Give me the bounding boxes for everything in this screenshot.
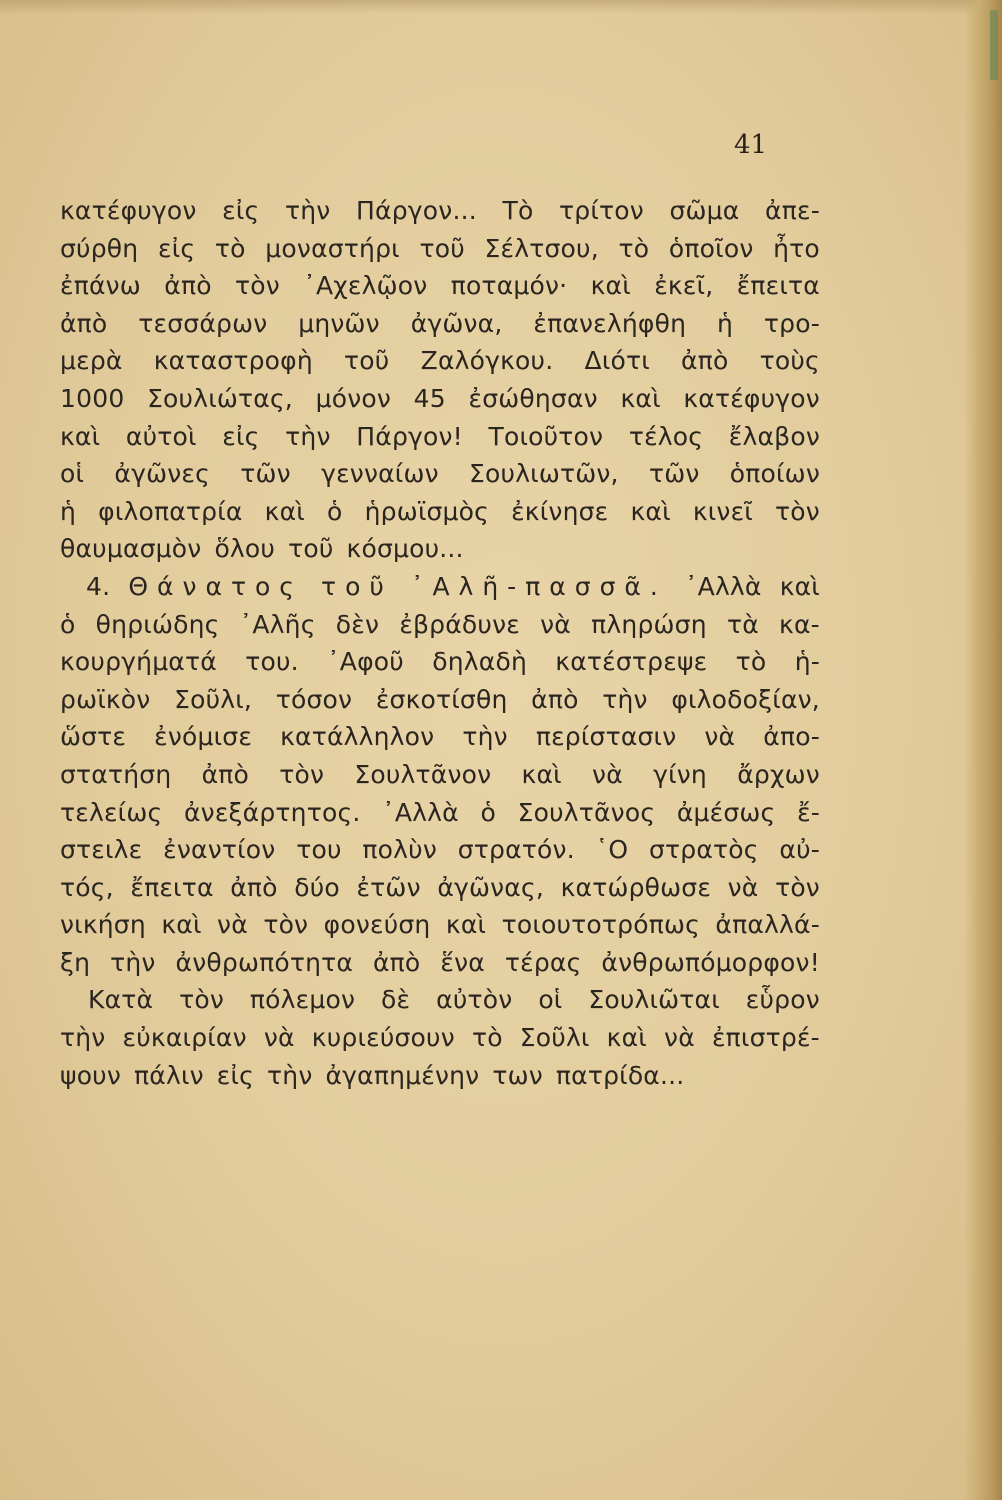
word: ἄρχων [737, 759, 820, 789]
word: εἰς [157, 233, 196, 263]
word: τρο- [763, 308, 820, 338]
word: ἐκίνησε [511, 496, 609, 526]
word: στρατὸς [648, 835, 759, 865]
word: ἐκεῖ, [654, 271, 714, 301]
word: ἀπο- [763, 722, 820, 752]
word: Σουλτᾶνον [354, 759, 492, 789]
word: ποταμόν· [450, 271, 568, 301]
word: πατρίδα... [555, 1060, 685, 1090]
word: ὁ [480, 797, 496, 827]
word: 45 [413, 383, 446, 413]
word: τέρας [504, 947, 582, 977]
word: Ζαλόγκου. [420, 346, 554, 376]
word: κατέφυγον [60, 196, 197, 225]
word: ὅλου [214, 534, 276, 564]
word: κυριεύσουν [311, 1023, 455, 1053]
word: τὸ [735, 647, 767, 677]
word: τός, [60, 872, 114, 902]
text-line [60, 718, 820, 756]
word: ἀπὸ [60, 308, 108, 338]
word: πληρώση [591, 609, 707, 639]
word: σύρθη [60, 233, 139, 263]
word: ἔ- [797, 797, 820, 827]
word: τῶν [648, 459, 700, 489]
word: πόλεμον [249, 985, 356, 1015]
word: ἀπὸ [531, 684, 579, 714]
page-number: 41 [734, 130, 768, 160]
word: τεσσάρων [138, 308, 268, 338]
word: ῾Ο [595, 835, 629, 865]
word: τοῦ [419, 233, 465, 263]
word: Τοιοῦτον [488, 421, 604, 451]
word: καὶ [264, 496, 305, 526]
word: ἐτῶν [356, 872, 421, 902]
word: τὴν [462, 722, 508, 752]
text-line [60, 380, 820, 418]
word: μηνῶν [298, 308, 380, 338]
text-line [60, 418, 820, 456]
word: νὰ [263, 1023, 295, 1053]
word: οἱ [60, 459, 85, 489]
word: ψουν [60, 1060, 122, 1090]
word: ἔλαβον [728, 421, 820, 451]
word: πάλιν [134, 1060, 204, 1090]
word: αὐτοὶ [125, 421, 197, 451]
word: αὐ- [779, 835, 820, 865]
word: των [492, 1060, 543, 1090]
word: τὸν [279, 759, 325, 789]
word: κατέστρεψε [555, 647, 708, 677]
text-line [60, 230, 820, 268]
word: νικήση [60, 910, 146, 940]
text-line [60, 305, 820, 343]
word: ἐνόμισε [154, 722, 253, 752]
word: τοὺς [759, 346, 820, 376]
word: τὸ [471, 1023, 503, 1053]
word: Τὸ [502, 196, 534, 225]
word: γίνη [653, 759, 707, 789]
text-line [60, 493, 820, 531]
word: ἀπὸ [164, 271, 212, 301]
word: ὥστε [60, 722, 127, 752]
word: κατέφυγον [683, 383, 820, 413]
word: ἡ [60, 496, 77, 526]
word: Πάργον... [356, 196, 477, 225]
word: καὶ [521, 759, 562, 789]
word: ἐπάνω [60, 271, 141, 301]
word: Σουλιῶται [588, 985, 720, 1015]
word: τὸν [179, 985, 225, 1015]
word: ᾿Αφοῦ [327, 647, 404, 677]
word: θαυμασμὸν [60, 534, 202, 564]
word: κουργήματά [60, 647, 217, 677]
text-line [60, 944, 820, 982]
word: εἰς [222, 196, 260, 225]
word: τὴν [285, 421, 331, 451]
word: κα- [779, 609, 820, 639]
word: ἀνεξάρτητος. [183, 797, 361, 827]
text-line [60, 455, 820, 493]
word: ἡ [717, 308, 734, 338]
word: Σοῦλι [519, 1023, 590, 1053]
binding-strip [990, 10, 998, 80]
word: ὁ [327, 496, 343, 526]
word: ἀγαπημένην [325, 1060, 480, 1090]
word: νὰ [664, 1023, 695, 1053]
word: τὴν [267, 1060, 313, 1090]
word: δὲ [381, 985, 411, 1015]
word: τὴν [110, 947, 156, 977]
word: ᾿Αλῆ-πασσᾶ. [410, 571, 667, 601]
word: του. [245, 647, 299, 677]
body-text [60, 192, 820, 1094]
word: ρωϊκὸν [60, 684, 151, 714]
text-line [60, 606, 820, 644]
word: φιλοδοξίαν, [671, 684, 820, 714]
word: τὴν [602, 684, 648, 714]
word: τὸ [618, 233, 650, 263]
word: τοιουτοτρόπως [501, 910, 700, 940]
word: καὶ [161, 910, 202, 940]
page-right-edge [964, 0, 1002, 1500]
word: καὶ [630, 496, 671, 526]
word: τῶν [240, 459, 291, 489]
word: τὸν [775, 496, 820, 526]
word: τὸν [775, 872, 820, 902]
word: τὰ [726, 609, 759, 639]
word: ᾿Αχελῷον [303, 271, 428, 301]
word: οἱ [538, 985, 563, 1015]
word: νὰ [592, 759, 623, 789]
word: κόσμου... [346, 534, 464, 564]
word: τρίτον [559, 196, 644, 225]
word: ἀπὸ [373, 947, 421, 977]
text-line [60, 794, 820, 832]
word: ἀνθρωπότητα [175, 947, 354, 977]
word: ἡρωϊσμὸς [364, 496, 490, 526]
word: δηλαδὴ [432, 647, 527, 677]
word: ἐσώθησαν [468, 383, 598, 413]
word: ὁποίων [729, 459, 820, 489]
word: ἐπιστρέ- [711, 1023, 820, 1053]
word: εὐκαιρίαν [122, 1023, 247, 1053]
word: εὗρον [745, 985, 820, 1015]
word: Σουλιωτῶν, [469, 459, 619, 489]
text-line [60, 681, 820, 719]
word: τὴν [60, 1023, 106, 1053]
word: καὶ [445, 910, 487, 940]
word: καὶ [606, 1023, 647, 1053]
word: ᾿Αλλὰ [382, 797, 459, 827]
word: τοῦ [344, 346, 390, 376]
word: ὁ [60, 609, 76, 639]
text-line [60, 192, 820, 230]
word: κινεῖ [692, 496, 753, 526]
word: δύο [294, 872, 340, 902]
word: ἀγῶνα, [410, 308, 503, 338]
word: πολὺν [362, 835, 437, 865]
word: δὲν [335, 609, 380, 639]
word: Σουλτᾶνος [517, 797, 656, 827]
word: ἐβράδυνε [399, 609, 520, 639]
word: ὁποῖον [668, 233, 754, 263]
word: τὸν [263, 910, 309, 940]
word: τὸ [214, 233, 246, 263]
word: στειλε [60, 835, 143, 865]
word: σῶμα [669, 196, 740, 225]
word: τελείως [60, 797, 163, 827]
word: Κατὰ [88, 985, 154, 1015]
word: Πάργον! [356, 421, 463, 451]
word: ἐπανελήφθη [533, 308, 687, 338]
word: τόσον [275, 684, 353, 714]
word: αὐτὸν [436, 985, 513, 1015]
word: Σέλτσου, [484, 233, 599, 263]
word: νὰ [727, 872, 759, 902]
page-top-shadow [0, 0, 1002, 14]
word: τὸν [235, 271, 280, 301]
word: στρατόν. [457, 835, 575, 865]
word: ἡ- [794, 647, 820, 677]
text-line [60, 869, 820, 907]
word: νὰ [217, 910, 248, 940]
word: μερὰ [60, 346, 123, 376]
word: ἔπειτα [736, 271, 820, 301]
word: τοῦ [288, 534, 334, 564]
word: ἀπε- [765, 196, 820, 225]
text-line [60, 756, 820, 794]
word: ἀνθρωπόμορφον! [601, 947, 820, 977]
word: μοναστήρι [265, 233, 400, 263]
word: ᾿Αλλὰ [684, 571, 762, 601]
word: 4. [86, 571, 111, 601]
word: Σουλιώτας, [147, 383, 293, 413]
word: νὰ [704, 722, 736, 752]
word: εἰς [216, 1060, 255, 1090]
text-line [60, 831, 820, 869]
word: μόνον [315, 383, 392, 413]
text-line [60, 1057, 820, 1095]
word: του [296, 835, 342, 865]
word: ἀπὸ [681, 346, 729, 376]
word: τέλος [628, 421, 704, 451]
word: καὶ [620, 383, 661, 413]
word: ἀγῶνας, [437, 872, 544, 902]
word: ἕνα [440, 947, 485, 977]
word: ξη [60, 947, 91, 977]
word: ἐναντίον [163, 835, 276, 865]
word: γενναίων [321, 459, 439, 489]
word: Θάνατος [128, 571, 303, 601]
word: ἀπὸ [201, 759, 250, 789]
word: ἀπαλλά- [715, 910, 820, 940]
word: καὶ [779, 571, 820, 601]
word: ἀγῶνες [114, 459, 210, 489]
text-line [60, 906, 820, 944]
word: καταστροφὴ [153, 346, 313, 376]
word: περίστασιν [535, 722, 677, 752]
text-line [60, 568, 820, 606]
word: ἀπὸ [230, 872, 278, 902]
text-line [60, 1019, 820, 1057]
word: στατήση [60, 759, 172, 789]
word: Σοῦλι, [174, 684, 253, 714]
word: τοῦ [321, 571, 393, 601]
word: ἐσκοτίσθη [375, 684, 508, 714]
text-line [60, 530, 820, 568]
word: κατάλληλον [280, 722, 435, 752]
word: ἀμέσως [676, 797, 776, 827]
word: εἰς [222, 421, 260, 451]
word: Διότι [584, 346, 650, 376]
text-line [60, 643, 820, 681]
word: 1000 [60, 383, 125, 413]
word: ἔπειτα [130, 872, 214, 902]
text-line [60, 267, 820, 305]
word: ᾿Αλῆς [239, 609, 316, 639]
word: θηριώδης [95, 609, 220, 639]
word: φονεύση [323, 910, 431, 940]
word: φιλοπατρία [98, 496, 243, 526]
text-line [60, 342, 820, 380]
word: τὴν [285, 196, 331, 225]
word: κατώρθωσε [560, 872, 712, 902]
word: καὶ [590, 271, 631, 301]
word: καὶ [60, 421, 101, 451]
word: νὰ [540, 609, 571, 639]
text-line [60, 981, 820, 1019]
word: ἦτο [773, 233, 820, 263]
